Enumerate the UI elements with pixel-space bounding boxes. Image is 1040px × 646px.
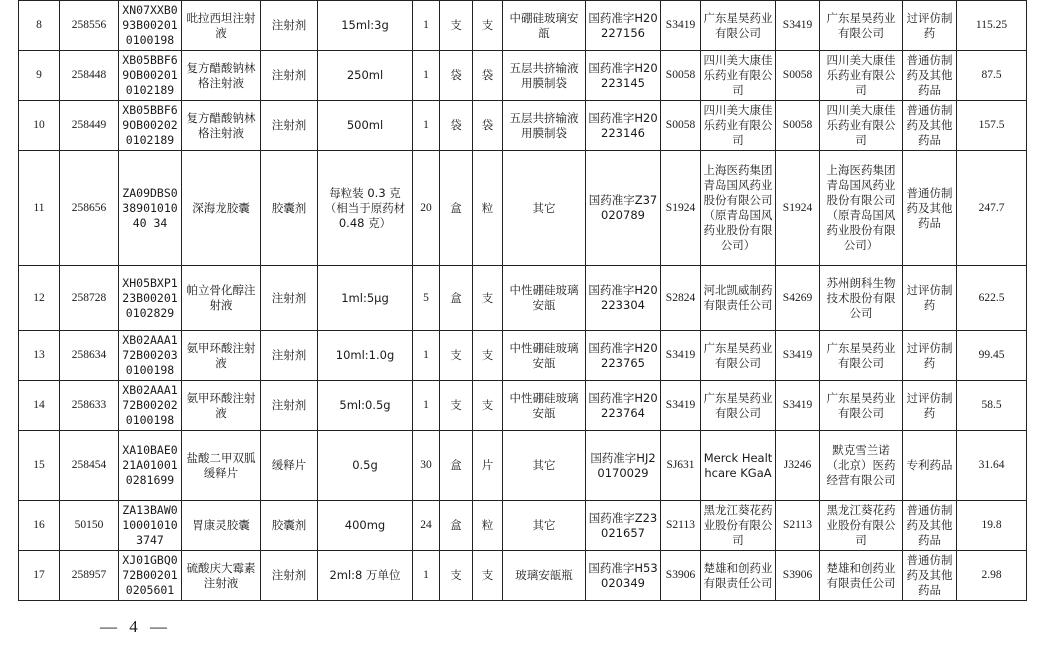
- holder-code-cell: S3419: [776, 381, 820, 431]
- holder-code-cell: S3419: [776, 1, 820, 51]
- min-unit-cell: 支: [473, 266, 503, 331]
- package-unit-cell: 盒: [440, 431, 473, 501]
- table-row: [19, 431, 1027, 501]
- drug-code-cell: XA10BAE021A010010281699: [119, 431, 182, 501]
- drug-code-cell: XB05BBF69OB002010102189: [119, 51, 182, 101]
- min-unit-cell: 袋: [473, 51, 503, 101]
- drug-name-cell: 硫酸庆大霉素注射液: [182, 551, 261, 601]
- price-cell: 247.7: [957, 151, 1027, 266]
- approval-number-cell: 国药准字H20227156: [586, 1, 661, 51]
- producer-code-cell: S1924: [661, 151, 701, 266]
- license-holder-cell: 上海医药集团青岛国风药业股份有限公司（原青岛国风药业股份有限公司）: [820, 151, 903, 266]
- approval-number-cell: 国药准字Z23021657: [586, 501, 661, 551]
- holder-code-cell: S3906: [776, 551, 820, 601]
- producer-code-cell: S3419: [661, 331, 701, 381]
- dosage-form-cell: 注射剂: [261, 381, 318, 431]
- producer-code-cell: S0058: [661, 51, 701, 101]
- drug-attribute-cell: 普通仿制药及其他药品: [903, 151, 957, 266]
- drug-code-cell: XB02AAA172B002030100198: [119, 331, 182, 381]
- drug-name-cell: 胃康灵胶囊: [182, 501, 261, 551]
- dosage-form-cell: 注射剂: [261, 1, 318, 51]
- specification-cell: 15ml:3g: [318, 1, 413, 51]
- producer-cell: 广东星昊药业有限公司: [701, 331, 776, 381]
- table-row: [19, 266, 1027, 331]
- table-row: [19, 331, 1027, 381]
- product-id-cell: 258448: [60, 51, 119, 101]
- producer-code-cell: S3419: [661, 381, 701, 431]
- product-id-cell: 258449: [60, 101, 119, 151]
- min-unit-cell: 粒: [473, 151, 503, 266]
- dosage-form-cell: 注射剂: [261, 551, 318, 601]
- approval-number-cell: 国药准字H20223146: [586, 101, 661, 151]
- producer-cell: 上海医药集团青岛国风药业股份有限公司（原青岛国风药业股份有限公司）: [701, 151, 776, 266]
- packaging-material-cell: 中性硼硅玻璃安瓿: [503, 381, 586, 431]
- producer-code-cell: SJ631: [661, 431, 701, 501]
- drug-name-cell: 复方醋酸钠林格注射液: [182, 101, 261, 151]
- drug-code-cell: ZA13BAW0100010103747: [119, 501, 182, 551]
- drug-name-cell: 深海龙胶囊: [182, 151, 261, 266]
- package-unit-cell: 盒: [440, 266, 473, 331]
- conversion-factor-cell: 30: [413, 431, 440, 501]
- approval-number-cell: 国药准字H20223764: [586, 381, 661, 431]
- producer-code-cell: S2824: [661, 266, 701, 331]
- drug-attribute-cell: 普通仿制药及其他药品: [903, 551, 957, 601]
- drug-name-cell: 帕立骨化醇注射液: [182, 266, 261, 331]
- drug-code-cell: ZA09DBS03890101040 34: [119, 151, 182, 266]
- license-holder-cell: 默克雪兰诺（北京）医药经营有限公司: [820, 431, 903, 501]
- drug-name-cell: 盐酸二甲双胍缓释片: [182, 431, 261, 501]
- drug-code-cell: XB05BBF69OB002020102189: [119, 101, 182, 151]
- price-cell: 157.5: [957, 101, 1027, 151]
- package-unit-cell: 支: [440, 551, 473, 601]
- min-unit-cell: 片: [473, 431, 503, 501]
- license-holder-cell: 四川美大康佳乐药业有限公司: [820, 51, 903, 101]
- table-row: [19, 51, 1027, 101]
- producer-code-cell: S3419: [661, 1, 701, 51]
- min-unit-cell: 袋: [473, 101, 503, 151]
- conversion-factor-cell: 20: [413, 151, 440, 266]
- package-unit-cell: 支: [440, 331, 473, 381]
- producer-code-cell: S3906: [661, 551, 701, 601]
- producer-cell: 四川美大康佳乐药业有限公司: [701, 51, 776, 101]
- min-unit-cell: 支: [473, 1, 503, 51]
- specification-cell: 10ml:1.0g: [318, 331, 413, 381]
- holder-code-cell: S4269: [776, 266, 820, 331]
- price-cell: 19.8: [957, 501, 1027, 551]
- license-holder-cell: 广东星昊药业有限公司: [820, 381, 903, 431]
- package-unit-cell: 支: [440, 381, 473, 431]
- product-id-cell: 258957: [60, 551, 119, 601]
- serial-cell: 12: [19, 266, 60, 331]
- producer-code-cell: S2113: [661, 501, 701, 551]
- product-id-cell: 50150: [60, 501, 119, 551]
- product-id-cell: 258656: [60, 151, 119, 266]
- approval-number-cell: 国药准字H20223765: [586, 331, 661, 381]
- specification-cell: 2ml:8 万单位: [318, 551, 413, 601]
- drug-attribute-cell: 普通仿制药及其他药品: [903, 51, 957, 101]
- producer-cell: 楚雄和创药业有限责任公司: [701, 551, 776, 601]
- table-row: [19, 381, 1027, 431]
- table-row: [19, 501, 1027, 551]
- drug-code-cell: XN07XXB093B002010100198: [119, 1, 182, 51]
- min-unit-cell: 支: [473, 331, 503, 381]
- drug-attribute-cell: 专利药品: [903, 431, 957, 501]
- drug-attribute-cell: 过评仿制药: [903, 266, 957, 331]
- product-id-cell: 258634: [60, 331, 119, 381]
- packaging-material-cell: 五层共挤输液用膜制袋: [503, 51, 586, 101]
- license-holder-cell: 广东星昊药业有限公司: [820, 331, 903, 381]
- min-unit-cell: 粒: [473, 501, 503, 551]
- price-cell: 99.45: [957, 331, 1027, 381]
- price-cell: 2.98: [957, 551, 1027, 601]
- dosage-form-cell: 缓释片: [261, 431, 318, 501]
- license-holder-cell: 苏州朗科生物技术股份有限公司: [820, 266, 903, 331]
- holder-code-cell: S0058: [776, 51, 820, 101]
- package-unit-cell: 盒: [440, 151, 473, 266]
- specification-cell: 每粒装 0.3 克（相当于原药材 0.48 克）: [318, 151, 413, 266]
- page-number: — 4 —: [100, 617, 171, 636]
- conversion-factor-cell: 5: [413, 266, 440, 331]
- conversion-factor-cell: 1: [413, 331, 440, 381]
- dosage-form-cell: 注射剂: [261, 266, 318, 331]
- approval-number-cell: 国药准字HJ20170029: [586, 431, 661, 501]
- conversion-factor-cell: 24: [413, 501, 440, 551]
- producer-cell: 黑龙江葵花药业股份有限公司: [701, 501, 776, 551]
- packaging-material-cell: 中性硼硅玻璃安瓿: [503, 331, 586, 381]
- serial-cell: 17: [19, 551, 60, 601]
- producer-cell: 广东星昊药业有限公司: [701, 1, 776, 51]
- packaging-material-cell: 其它: [503, 501, 586, 551]
- drug-code-cell: XB02AAA172B002020100198: [119, 381, 182, 431]
- dosage-form-cell: 胶囊剂: [261, 151, 318, 266]
- license-holder-cell: 广东星昊药业有限公司: [820, 1, 903, 51]
- holder-code-cell: J3246: [776, 431, 820, 501]
- specification-cell: 250ml: [318, 51, 413, 101]
- price-cell: 58.5: [957, 381, 1027, 431]
- approval-number-cell: 国药准字H53020349: [586, 551, 661, 601]
- packaging-material-cell: 五层共挤输液用膜制袋: [503, 101, 586, 151]
- table-row: [19, 151, 1027, 266]
- packaging-material-cell: 其它: [503, 151, 586, 266]
- conversion-factor-cell: 1: [413, 1, 440, 51]
- drug-attribute-cell: 普通仿制药及其他药品: [903, 501, 957, 551]
- specification-cell: 1ml:5μg: [318, 266, 413, 331]
- table-row: [19, 551, 1027, 601]
- serial-cell: 13: [19, 331, 60, 381]
- serial-cell: 14: [19, 381, 60, 431]
- conversion-factor-cell: 1: [413, 101, 440, 151]
- producer-cell: 四川美大康佳乐药业有限公司: [701, 101, 776, 151]
- dosage-form-cell: 注射剂: [261, 331, 318, 381]
- price-cell: 87.5: [957, 51, 1027, 101]
- dosage-form-cell: 注射剂: [261, 51, 318, 101]
- product-id-cell: 258728: [60, 266, 119, 331]
- package-unit-cell: 袋: [440, 51, 473, 101]
- specification-cell: 0.5g: [318, 431, 413, 501]
- serial-cell: 16: [19, 501, 60, 551]
- approval-number-cell: 国药准字H20223145: [586, 51, 661, 101]
- dosage-form-cell: 胶囊剂: [261, 501, 318, 551]
- packaging-material-cell: 中性硼硅玻璃安瓿: [503, 266, 586, 331]
- price-cell: 622.5: [957, 266, 1027, 331]
- approval-number-cell: 国药准字Z37020789: [586, 151, 661, 266]
- serial-cell: 15: [19, 431, 60, 501]
- table-row: [19, 101, 1027, 151]
- packaging-material-cell: 其它: [503, 431, 586, 501]
- drug-attribute-cell: 过评仿制药: [903, 381, 957, 431]
- dosage-form-cell: 注射剂: [261, 101, 318, 151]
- min-unit-cell: 支: [473, 381, 503, 431]
- product-id-cell: 258556: [60, 1, 119, 51]
- packaging-material-cell: 中硼硅玻璃安瓿: [503, 1, 586, 51]
- drug-name-cell: 吡拉西坦注射液: [182, 1, 261, 51]
- holder-code-cell: S2113: [776, 501, 820, 551]
- price-cell: 31.64: [957, 431, 1027, 501]
- product-id-cell: 258633: [60, 381, 119, 431]
- specification-cell: 500ml: [318, 101, 413, 151]
- producer-cell: Merck Healthcare KGaA: [701, 431, 776, 501]
- product-id-cell: 258454: [60, 431, 119, 501]
- serial-cell: 8: [19, 1, 60, 51]
- drug-name-cell: 氨甲环酸注射液: [182, 331, 261, 381]
- holder-code-cell: S3419: [776, 331, 820, 381]
- drug-attribute-cell: 普通仿制药及其他药品: [903, 101, 957, 151]
- min-unit-cell: 支: [473, 551, 503, 601]
- serial-cell: 11: [19, 151, 60, 266]
- package-unit-cell: 支: [440, 1, 473, 51]
- producer-cell: 河北凯威制药有限责任公司: [701, 266, 776, 331]
- drug-attribute-cell: 过评仿制药: [903, 331, 957, 381]
- packaging-material-cell: 玻璃安瓿瓶: [503, 551, 586, 601]
- package-unit-cell: 盒: [440, 501, 473, 551]
- conversion-factor-cell: 1: [413, 51, 440, 101]
- approval-number-cell: 国药准字H20223304: [586, 266, 661, 331]
- price-cell: 115.25: [957, 1, 1027, 51]
- drug-price-table: [18, 0, 1027, 601]
- drug-code-cell: XH05BXP123B002010102829: [119, 266, 182, 331]
- license-holder-cell: 四川美大康佳乐药业有限公司: [820, 101, 903, 151]
- holder-code-cell: S1924: [776, 151, 820, 266]
- serial-cell: 10: [19, 101, 60, 151]
- license-holder-cell: 楚雄和创药业有限责任公司: [820, 551, 903, 601]
- conversion-factor-cell: 1: [413, 381, 440, 431]
- license-holder-cell: 黑龙江葵花药业股份有限公司: [820, 501, 903, 551]
- drug-attribute-cell: 过评仿制药: [903, 1, 957, 51]
- conversion-factor-cell: 1: [413, 551, 440, 601]
- table-row: [19, 1, 1027, 51]
- producer-cell: 广东星昊药业有限公司: [701, 381, 776, 431]
- holder-code-cell: S0058: [776, 101, 820, 151]
- producer-code-cell: S0058: [661, 101, 701, 151]
- drug-name-cell: 氨甲环酸注射液: [182, 381, 261, 431]
- serial-cell: 9: [19, 51, 60, 101]
- specification-cell: 5ml:0.5g: [318, 381, 413, 431]
- package-unit-cell: 袋: [440, 101, 473, 151]
- drug-name-cell: 复方醋酸钠林格注射液: [182, 51, 261, 101]
- drug-code-cell: XJ01GBQ072B002010205601: [119, 551, 182, 601]
- specification-cell: 400mg: [318, 501, 413, 551]
